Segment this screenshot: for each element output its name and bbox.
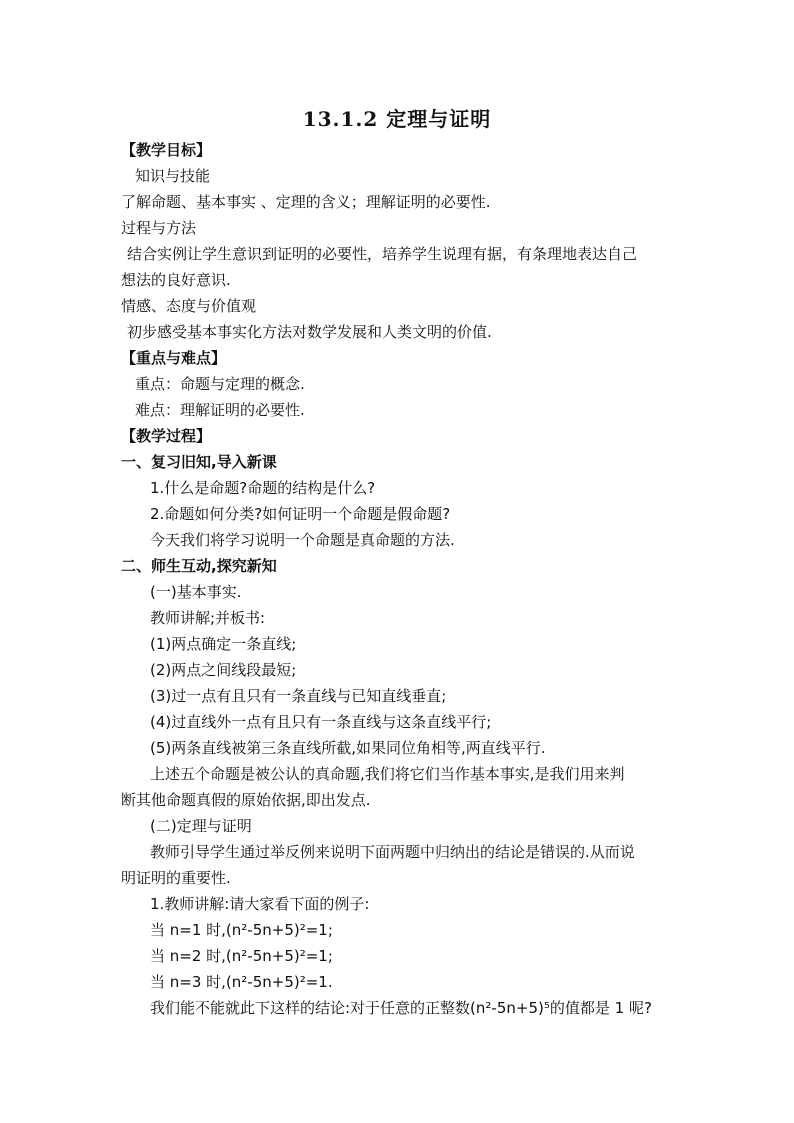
subheading-knowledge-skills: 知识与技能 [135, 167, 211, 185]
subheading-attitude-values: 情感、态度与价值观 [121, 297, 257, 315]
page-title: 13.1.2 定理与证明 [302, 107, 492, 131]
example-line: 当 n=2 时,(n²-5n+5)²=1; [150, 947, 333, 965]
list-item: (4)过直线外一点有且只有一条直线与这条直线平行; [150, 713, 492, 731]
paragraph-line: 断其他命题真假的原始依据,即出发点. [121, 791, 371, 809]
paragraph-line: 我们能不能就此下这样的结论:对于任意的正整数(n²-5n+5)⁵的值都是 1 呢? [150, 999, 652, 1017]
paragraph-line: 教师讲解;并板书: [150, 609, 266, 627]
paragraph-line: 上述五个命题是被公认的真命题,我们将它们当作基本事实,是我们用来判 [150, 765, 625, 783]
paragraph-line: 明证明的重要性. [121, 869, 231, 887]
example-line: 当 n=3 时,(n²-5n+5)²=1. [150, 973, 333, 991]
paragraph-line: 结合实例让学生意识到证明的必要性，培养学生说理有据，有条理地表达自己 [127, 245, 638, 263]
list-item: 1.什么是命题?命题的结构是什么? [150, 479, 376, 497]
paragraph-line: 教师引导学生通过举反例来说明下面两题中归纳出的结论是错误的.从而说 [150, 843, 635, 861]
heading-teaching-process: 【教学过程】 [121, 427, 212, 445]
subsection-heading: (一)基本事实. [150, 583, 242, 601]
subheading-process-method: 过程与方法 [121, 219, 197, 237]
paragraph-line: 初步感受基本事实化方法对数学发展和人类文明的价值. [127, 323, 492, 341]
paragraph-line: 今天我们将学习说明一个命题是真命题的方法. [150, 531, 455, 549]
example-line: 当 n=1 时,(n²-5n+5)²=1; [150, 921, 333, 939]
paragraph-line: 难点：理解证明的必要性. [135, 401, 305, 419]
subsection-heading: (二)定理与证明 [150, 817, 252, 835]
heading-key-difficult: 【重点与难点】 [121, 349, 227, 367]
paragraph-line: 1.教师讲解:请大家看下面的例子: [150, 895, 370, 913]
list-item: 2.命题如何分类?如何证明一个命题是假命题? [150, 505, 451, 523]
section-heading-explore: 二、师生互动,探究新知 [121, 557, 277, 575]
list-item: (5)两条直线被第三条直线所截,如果同位角相等,两直线平行. [150, 739, 546, 757]
heading-teaching-goals: 【教学目标】 [121, 141, 212, 159]
paragraph-line: 了解命题、基本事实 、定理的含义；理解证明的必要性. [121, 193, 491, 211]
list-item: (3)过一点有且只有一条直线与已知直线垂直; [150, 687, 447, 705]
paragraph-line: 想法的良好意识. [121, 271, 231, 289]
list-item: (1)两点确定一条直线; [150, 635, 297, 653]
paragraph-line: 重点：命题与定理的概念. [135, 375, 305, 393]
section-heading-review: 一、复习旧知,导入新课 [121, 453, 277, 471]
list-item: (2)两点之间线段最短; [150, 661, 297, 679]
